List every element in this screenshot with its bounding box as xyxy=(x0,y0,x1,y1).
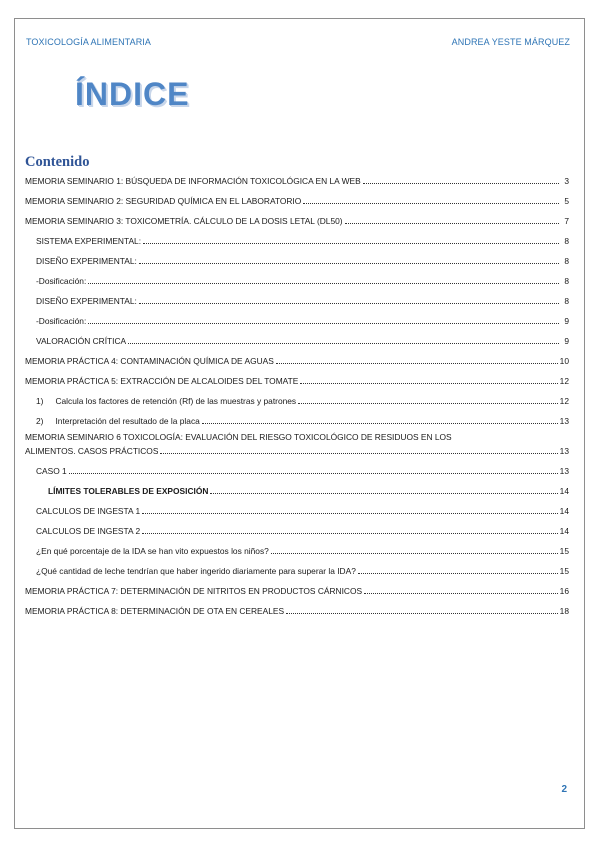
toc-entry-text: MEMORIA PRÁCTICA 8: DETERMINACIÓN DE OTA EN CEREALES xyxy=(25,606,285,616)
toc-entry-page: 15 xyxy=(559,566,569,576)
toc-entry-text: LÍMITES TOLERABLES DE EXPOSICIÓN xyxy=(48,486,209,496)
toc-leader-dots xyxy=(363,182,559,184)
toc-entry-text: DISEÑO EXPERIMENTAL: xyxy=(36,256,137,266)
toc-entry-page: 8 xyxy=(564,236,569,246)
toc-leader-dots xyxy=(143,242,559,244)
toc-entry-text: MEMORIA PRÁCTICA 5: EXTRACCIÓN DE ALCALOIDES DEL TOMATE xyxy=(25,376,299,386)
toc-entry-page: 8 xyxy=(564,256,569,266)
toc-entry[interactable] xyxy=(25,376,569,386)
toc-entry-page: 9 xyxy=(564,336,569,346)
toc-entry-text: MEMORIA PRÁCTICA 7: DETERMINACIÓN DE NITRITOS EN PRODUCTOS CÁRNICOS xyxy=(25,586,363,596)
toc-entry[interactable] xyxy=(25,196,569,206)
toc-leader-dots xyxy=(69,472,558,474)
toc-entry-page: 14 xyxy=(559,506,569,516)
toc-entry-number: 1) xyxy=(36,396,44,406)
toc-entry-text: -Dosificación: xyxy=(36,316,87,326)
toc-entry-text-line2: ALIMENTOS. CASOS PRÁCTICOS xyxy=(25,446,159,456)
toc-entry-number: 2) xyxy=(36,416,44,426)
toc-leader-dots xyxy=(298,402,558,404)
toc-entry-text: CALCULOS DE INGESTA 1 xyxy=(36,506,141,516)
toc-leader-dots xyxy=(271,552,558,554)
toc-entry-page: 16 xyxy=(559,586,569,596)
toc-entry-text: -Dosificación: xyxy=(36,276,87,286)
toc-entry-text: SISTEMA EXPERIMENTAL: xyxy=(36,236,142,246)
toc-entry-page: 14 xyxy=(559,526,569,536)
toc-leader-dots xyxy=(210,492,557,494)
toc-leader-dots xyxy=(358,572,558,574)
toc-leader-dots xyxy=(88,282,559,284)
toc-entry[interactable] xyxy=(25,356,569,366)
toc-entry[interactable] xyxy=(36,566,569,576)
toc-entry-text: ¿En qué porcentaje de la IDA se han vito expuestos los niños? xyxy=(36,546,269,556)
toc-entry-page: 3 xyxy=(564,176,569,186)
toc-entry-page: 12 xyxy=(559,376,569,386)
toc-entry[interactable] xyxy=(36,466,569,476)
toc-entry-text: MEMORIA PRÁCTICA 4: CONTAMINACIÓN QUÍMICA DE AGUAS xyxy=(25,356,274,366)
toc-entry-page: 12 xyxy=(559,396,569,406)
toc-entry[interactable] xyxy=(36,296,569,306)
toc-leader-dots xyxy=(364,592,558,594)
toc-entry-page: 18 xyxy=(559,606,569,616)
index-title: ÍNDICE xyxy=(75,76,190,112)
toc-entry-page: 14 xyxy=(559,486,569,496)
toc-entry[interactable] xyxy=(25,432,569,456)
toc-entry[interactable] xyxy=(25,606,569,616)
toc-entry-page: 13 xyxy=(559,446,569,456)
toc-leader-dots xyxy=(303,202,559,204)
toc-entry[interactable] xyxy=(36,546,569,556)
toc-entry-text: MEMORIA SEMINARIO 3: TOXICOMETRÍA. CÁLCULO DE LA DOSIS LETAL (DL50) xyxy=(25,216,343,226)
toc-leader-dots xyxy=(345,222,559,224)
toc-entry[interactable] xyxy=(25,176,569,186)
toc-leader-dots xyxy=(88,322,559,324)
header-course-title: TOXICOLOGÍA ALIMENTARIA xyxy=(26,37,151,47)
toc-leader-dots xyxy=(160,452,557,454)
toc-entry-text: CALCULOS DE INGESTA 2 xyxy=(36,526,141,536)
toc-entry-page: 5 xyxy=(564,196,569,206)
toc-entry[interactable] xyxy=(36,276,569,286)
header-author: ANDREA YESTE MÁRQUEZ xyxy=(451,37,570,47)
toc-leader-dots xyxy=(286,612,558,614)
toc-entry-text: DISEÑO EXPERIMENTAL: xyxy=(36,296,137,306)
toc-entry[interactable] xyxy=(36,256,569,266)
toc-entry[interactable] xyxy=(36,506,569,516)
toc-entry-text: Calcula los factores de retención (Rf) de las muestras y patrones xyxy=(55,396,297,406)
toc-entry-page: 8 xyxy=(564,276,569,286)
toc-leader-dots xyxy=(202,422,558,424)
toc-leader-dots xyxy=(139,302,559,304)
toc-entry-text: CASO 1 xyxy=(36,466,67,476)
toc-entry[interactable] xyxy=(36,396,569,406)
toc-leader-dots xyxy=(276,362,558,364)
toc-entry-page: 7 xyxy=(564,216,569,226)
toc-entry-page: 13 xyxy=(559,416,569,426)
toc-entry-page: 13 xyxy=(559,466,569,476)
toc-entry[interactable] xyxy=(36,416,569,426)
toc-leader-dots xyxy=(142,532,558,534)
toc-entry-text: VALORACIÓN CRÍTICA xyxy=(36,336,127,346)
toc-entry[interactable] xyxy=(36,526,569,536)
toc-entry-text: ¿Qué cantidad de leche tendrían que haber ingerido diariamente para superar la IDA? xyxy=(36,566,356,576)
toc-entry-text: MEMORIA SEMINARIO 1: BÚSQUEDA DE INFORMACIÓN TOXICOLÓGICA EN LA WEB xyxy=(25,176,361,186)
toc-entry-text-line1: MEMORIA SEMINARIO 6 TOXICOLOGÍA: EVALUACIÓN DEL RIESGO TOXICOLÓGICO DE RESIDUOS EN LOS xyxy=(25,432,452,442)
toc-entry[interactable] xyxy=(36,236,569,246)
toc-entry-page: 10 xyxy=(559,356,569,366)
toc-leader-dots xyxy=(300,382,557,384)
toc-entry[interactable] xyxy=(25,586,569,596)
toc-entry[interactable] xyxy=(36,336,569,346)
toc-leader-dots xyxy=(139,262,559,264)
toc-leader-dots xyxy=(128,342,559,344)
toc-entry-page: 15 xyxy=(559,546,569,556)
toc-entry[interactable] xyxy=(25,216,569,226)
toc-leader-dots xyxy=(142,512,558,514)
toc-entry-page: 9 xyxy=(564,316,569,326)
page-number: 2 xyxy=(561,784,567,795)
contents-heading: Contenido xyxy=(25,154,90,170)
toc-entry[interactable] xyxy=(48,486,569,496)
toc-entry-text: Interpretación del resultado de la placa xyxy=(55,416,200,426)
toc-entry[interactable] xyxy=(36,316,569,326)
toc-entry-page: 8 xyxy=(564,296,569,306)
toc-entry-text: MEMORIA SEMINARIO 2: SEGURIDAD QUÍMICA EN EL LABORATORIO xyxy=(25,196,302,206)
